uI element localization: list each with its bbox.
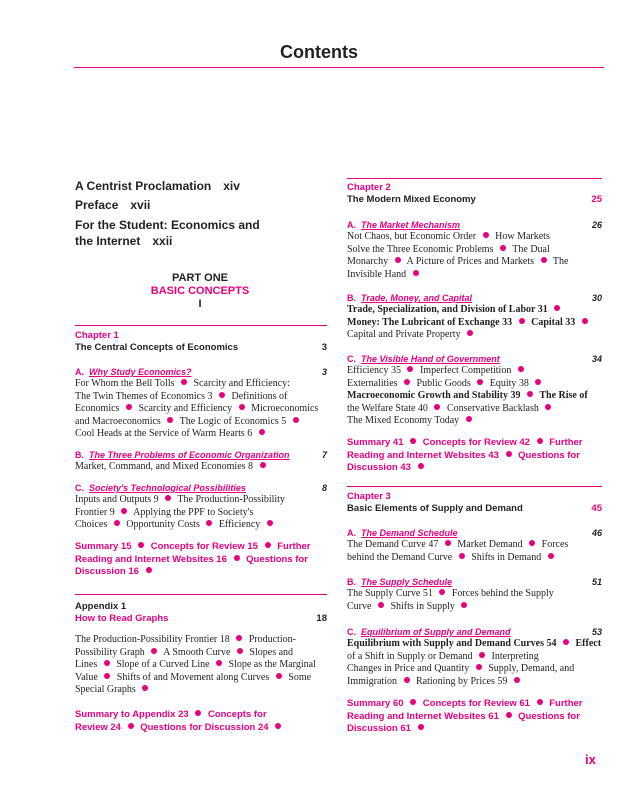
chapter-3-summary[interactable] [347,698,602,736]
bullet-separator-icon [554,305,560,311]
summary-line: Reading and Internet Websites 16 Questions for [75,553,308,565]
bullet-separator-icon [195,710,201,716]
section-page: 53 [591,627,602,637]
bullet-separator-icon [461,602,467,608]
appendix-title-row[interactable] [75,613,327,625]
section-letter: A. [347,220,356,230]
chapter-title-row[interactable] [347,503,602,515]
body-line: Money: The Lubricant of Exchange 33 Capital 33 [347,317,602,330]
section-page: 46 [591,528,602,538]
entry-title: For the Student: Economics and [75,218,260,232]
bullet-separator-icon [506,451,512,457]
bullet-separator-icon [395,257,401,263]
chapter-page: 3 [321,342,327,353]
section-letter: C. [75,483,84,493]
bullet-separator-icon [167,417,173,423]
body-line: The Supply Curve 51 Forces behind the Supply [347,588,554,599]
summary-line: Discussion 61 [347,723,602,736]
bullet-separator-icon [259,429,265,435]
section-title: The Three Problems of Economic Organization [89,450,290,460]
bullet-separator-icon [537,438,543,444]
body-line: The Production-Possibility Frontier 18 Production- [75,634,296,645]
bullet-separator-icon [545,404,551,410]
bullet-separator-icon [434,404,440,410]
section-heading[interactable] [75,366,327,378]
chapter-2-rule [347,178,602,179]
section-heading[interactable] [347,219,602,231]
body-line: behind the Demand Curve Shifts in Demand [347,552,602,565]
chapter-title: Basic Elements of Supply and Demand [347,503,523,514]
body-line: Frontier 9 Applying the PPF to Society's [75,506,254,518]
entry-page: xxii [152,234,173,248]
chapter-1-section-a [75,366,327,441]
bullet-separator-icon [267,520,273,526]
section-body [347,231,602,281]
body-line: Curve Shifts in Supply [347,601,602,614]
chapter-2-summary[interactable] [347,437,602,475]
section-body [347,539,602,564]
body-line: of a Shift in Supply or Demand Interpreting [347,650,539,662]
body-line: Capital and Private Property [347,329,602,342]
bullet-separator-icon [138,542,144,548]
body-line: Not Chaos, but Economic Order How Markets [347,231,550,242]
section-heading[interactable] [347,292,602,304]
chapter-page: 45 [591,503,602,514]
section-title: The Market Mechanism [361,220,461,230]
page-title: Contents [280,42,358,62]
section-letter: B. [347,293,356,303]
bullet-separator-icon [479,652,485,658]
bullet-separator-icon [537,699,543,705]
chapter-2 [347,182,602,206]
bullet-separator-icon [439,589,445,595]
appendix-1-rule [75,594,327,595]
section-title: Why Study Economics? [89,367,192,377]
summary-line: Summary 41 Concepts for Review 42 Further [347,437,583,448]
section-title: The Demand Schedule [361,528,458,538]
part-heading [130,272,270,311]
summary-line: Summary 60 Concepts for Review 61 Further [347,698,583,709]
bullet-separator-icon [142,685,148,691]
bullet-separator-icon [126,404,132,410]
section-title: Society's Technological Possibilities [89,483,246,493]
part-label: PART ONE [171,272,229,284]
bullet-separator-icon [275,723,281,729]
body-line: Monarchy A Picture of Prices and Markets The [347,256,569,267]
section-body [347,365,602,428]
body-line: Solve the Three Economic Problems The Dual [347,243,550,255]
bullet-separator-icon [265,542,271,548]
chapter-title: The Central Concepts of Economics [75,342,239,353]
section-page: 30 [591,293,602,303]
body-line: Efficiency 35 Imperfect Competition [347,365,602,378]
body-line: Trade, Specialization, and Division of Labor 31 [347,304,602,317]
chapter-3 [347,491,602,515]
summary-line: Reading and Internet Websites 61 Questions for [347,710,580,722]
part-number: I [198,298,202,310]
body-line: Economics Scarcity and Efficiency Microeconomics [75,403,319,414]
section-body [75,461,327,474]
bullet-separator-icon [104,660,110,666]
section-body [347,304,602,342]
section-heading[interactable] [347,527,602,539]
bullet-separator-icon [527,391,533,397]
body-line: the Welfare State 40 Conservative Backlash [347,403,602,416]
bullet-separator-icon [413,270,419,276]
bullet-separator-icon [234,555,240,561]
bullet-separator-icon [146,567,152,573]
bullet-separator-icon [165,495,171,501]
chapter-number: Chapter 3 [347,491,391,502]
toc-front-student[interactable] [75,217,260,249]
bullet-separator-icon [418,463,424,469]
body-line: For Whom the Bell Tolls Scarcity and Efficiency: [75,378,290,389]
section-heading[interactable] [347,353,602,365]
appendix-number: Appendix 1 [75,601,127,612]
section-page: 8 [321,483,327,493]
body-line: and Macroeconomics The Logic of Economics 5 [75,416,327,429]
entry-title-2: the Internet [75,234,141,248]
bullet-separator-icon [128,723,134,729]
body-line: Invisible Hand [347,269,602,282]
section-body [347,638,602,688]
bullet-separator-icon [445,540,451,546]
chapter-2-section-a [347,219,602,281]
bullet-separator-icon [407,366,413,372]
appendix-title: How to Read Graphs [75,613,169,624]
bullet-separator-icon [378,602,384,608]
chapter-title: The Modern Mixed Economy [347,194,476,205]
bullet-separator-icon [418,724,424,730]
bullet-separator-icon [529,540,535,546]
section-letter: B. [347,577,356,587]
section-letter: A. [347,528,356,538]
bullet-separator-icon [216,660,222,666]
chapter-1-section-b [75,449,327,474]
chapter-2-section-b [347,292,602,342]
chapter-page: 25 [591,194,602,205]
body-line: Externalities Public Goods Equity 38 [347,378,602,391]
body-line: Special Graphs [75,684,327,697]
bullet-separator-icon [236,635,242,641]
chapter-number: Chapter 2 [347,182,391,193]
section-letter: C. [347,354,356,364]
bullet-separator-icon [404,677,410,683]
body-line: The Demand Curve 47 Market Demand Forces [347,539,569,550]
chapter-title-row[interactable] [347,194,602,206]
bullet-separator-icon [500,245,506,251]
chapter-1-rule [75,325,327,326]
summary-line: Review 24 Questions for Discussion 24 [75,722,327,735]
section-page: 3 [321,367,327,377]
chapter-3-section-c [347,626,602,688]
section-page: 51 [591,577,602,587]
chapter-2-section-c [347,353,602,428]
bullet-separator-icon [467,330,473,336]
summary-line: Discussion 16 [75,566,327,579]
section-heading[interactable] [347,576,602,588]
bullet-separator-icon [121,508,127,514]
bullet-separator-icon [404,379,410,385]
toc-front-centrist[interactable] [75,178,240,194]
section-letter: A. [75,367,84,377]
body-line: Choices Opportunity Costs Efficiency [75,519,327,532]
summary-line: Summary 15 Concepts for Review 15 Further [75,541,311,552]
summary-line: Summary to Appendix 23 Concepts for [75,709,267,720]
section-body [75,494,327,532]
entry-title: Preface [75,198,119,212]
bullet-separator-icon [206,520,212,526]
chapter-3-rule [347,486,602,487]
body-line: Immigration Rationing by Prices 59 [347,676,602,689]
entry-page: xiv [223,179,240,193]
toc-front-preface[interactable] [75,197,150,213]
bullet-separator-icon [410,699,416,705]
section-body [347,588,602,613]
section-body [75,378,327,441]
body-line: Cool Heads at the Service of Warm Hearts 6 [75,428,327,441]
body-line: Market, Command, and Mixed Economies 8 [75,461,327,474]
bullet-separator-icon [410,438,416,444]
bullet-separator-icon [535,379,541,385]
bullet-separator-icon [151,648,157,654]
bullet-separator-icon [114,520,120,526]
bullet-separator-icon [483,232,489,238]
bullet-separator-icon [181,379,187,385]
summary-line: Discussion 43 [347,462,602,475]
bullet-separator-icon [239,404,245,410]
bullet-separator-icon [219,392,225,398]
appendix-page: 18 [316,613,327,624]
chapter-1 [75,330,327,354]
bullet-separator-icon [237,648,243,654]
entry-title: A Centrist Proclamation [75,179,212,193]
bullet-separator-icon [541,257,547,263]
chapter-title-row[interactable] [75,342,327,354]
chapter-1-summary[interactable] [75,541,327,579]
bullet-separator-icon [477,379,483,385]
bullet-separator-icon [518,366,524,372]
section-page: 7 [321,450,327,460]
chapter-number: Chapter 1 [75,330,119,341]
bullet-separator-icon [506,712,512,718]
section-heading[interactable] [347,626,602,638]
section-title: Equilibrium of Supply and Demand [361,627,511,637]
bullet-separator-icon [104,673,110,679]
bullet-separator-icon [476,664,482,670]
body-line: Changes in Price and Quantity Supply, Demand, and [347,663,575,674]
chapter-3-section-b [347,576,602,613]
body-line: Inputs and Outputs 9 The Production-Possibility [75,494,285,505]
page-number: ix [585,752,596,767]
body-line: The Twin Themes of Economics 3 Definitions of [75,390,288,402]
body-line: Lines Slope of a Curved Line Slope as the Marginal [75,659,316,670]
bullet-separator-icon [276,673,282,679]
section-title: The Visible Hand of Government [361,354,500,364]
section-heading[interactable] [75,449,327,461]
bullet-separator-icon [293,417,299,423]
chapter-3-section-a [347,527,602,564]
body-line: The Mixed Economy Today [347,415,602,428]
section-page: 34 [591,354,602,364]
section-page: 26 [591,220,602,230]
appendix-1-body [75,634,327,697]
part-name: BASIC CONCEPTS [150,285,250,297]
body-line: Possibility Graph A Smooth Curve Slopes and [75,646,294,658]
body-line: Value Shifts of and Movement along Curves Some [75,671,312,683]
chapter-1-section-c [75,482,327,532]
bullet-separator-icon [582,318,588,324]
title-rule [74,67,604,68]
appendix-1-summary[interactable] [75,709,327,734]
summary-line: Reading and Internet Websites 43 Questions for [347,449,580,461]
bullet-separator-icon [466,416,472,422]
section-heading[interactable] [75,482,327,494]
body-line: Equilibrium with Supply and Demand Curves 54 Effect [347,638,602,649]
body-line: Macroeconomic Growth and Stability 39 The Rise of [347,390,588,401]
bullet-separator-icon [563,639,569,645]
appendix-1 [75,601,327,625]
section-title: The Supply Schedule [361,577,453,587]
bullet-separator-icon [459,553,465,559]
entry-page: xvii [130,198,151,212]
section-title: Trade, Money, and Capital [361,293,473,303]
bullet-separator-icon [519,318,525,324]
section-letter: B. [75,450,84,460]
bullet-separator-icon [548,553,554,559]
section-letter: C. [347,627,356,637]
bullet-separator-icon [514,677,520,683]
bullet-separator-icon [260,462,266,468]
